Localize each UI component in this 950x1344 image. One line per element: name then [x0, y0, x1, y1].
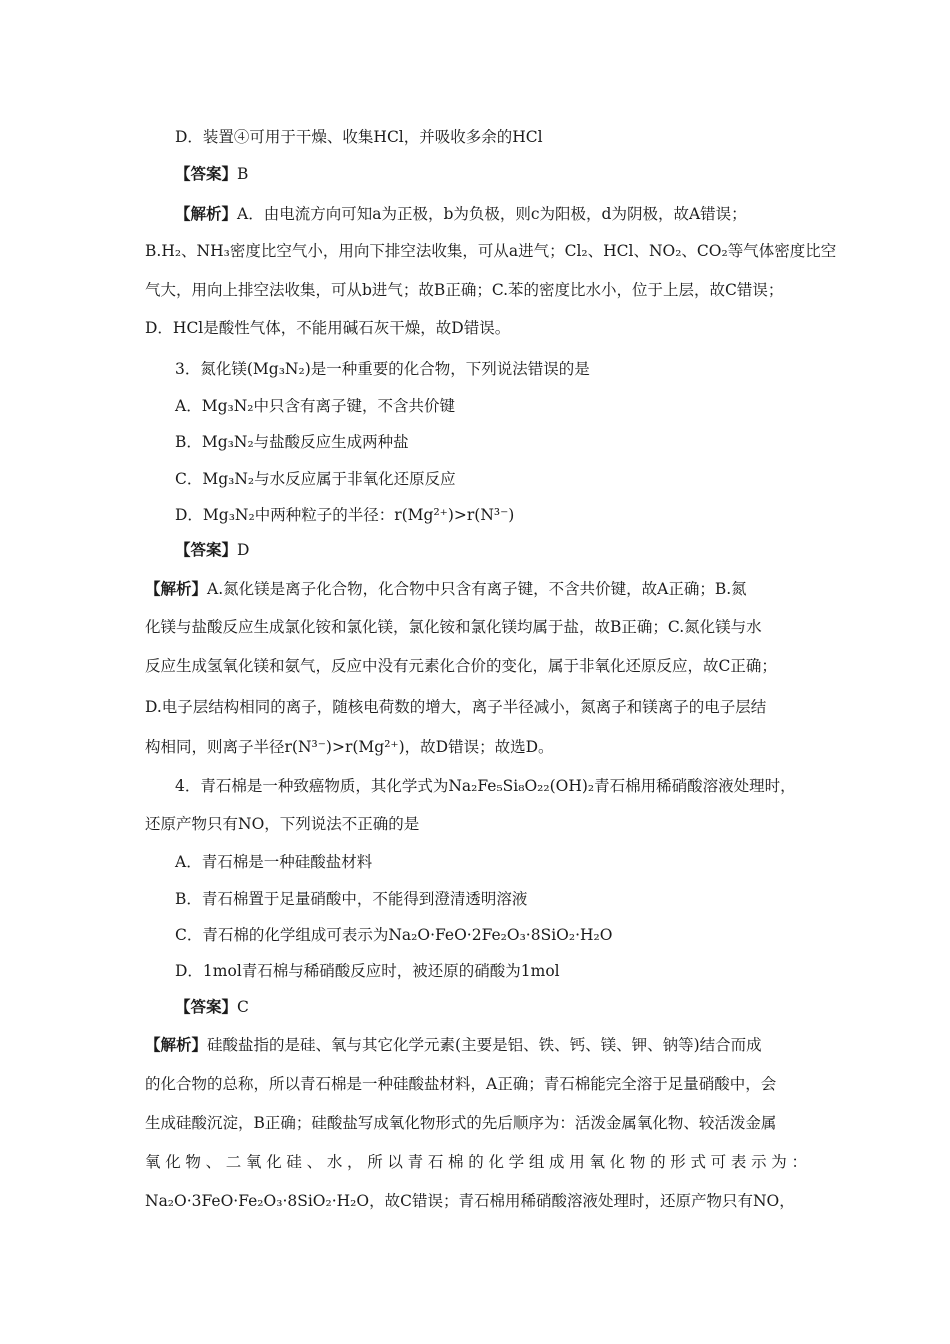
- q4-analysis-line-2: 的化合物的总称，所以青石棉是一种硅酸盐材料，A正确；青石棉能完全溶于足量硝酸中，会: [145, 1075, 777, 1093]
- q3-stem: 3．氮化镁(Mg₃N₂)是一种重要的化合物，下列说法错误的是: [175, 360, 590, 378]
- q3-answer: [175, 540, 249, 560]
- q3-analysis-line-3: 反应生成氢氧化镁和氨气，反应中没有元素化合价的变化，属于非氧化还原反应，故C正确；: [145, 657, 777, 675]
- answer-value: D: [237, 541, 250, 559]
- q2-analysis-line-2: B.H₂、NH₃密度比空气小，用向下排空法收集，可从a进气；Cl₂、HCl、NO₂、CO₂等气体密度比空: [145, 242, 837, 260]
- q3-analysis-line-5: 构相同，则离子半径r(N³⁻)>r(Mg²⁺)，故D错误；故选D。: [145, 738, 554, 756]
- q3-option-d: D．Mg₃N₂中两种粒子的半径：r(Mg²⁺)>r(N³⁻): [175, 506, 515, 524]
- q4-option-a: A．青石棉是一种硅酸盐材料: [175, 853, 373, 871]
- q2-analysis-line-4: D．HCl是酸性气体，不能用碱石灰干燥，故D错误。: [145, 319, 511, 337]
- analysis-label: 【解析】: [145, 1035, 208, 1054]
- q4-option-c: C．青石棉的化学组成可表示为Na₂O·FeO·2Fe₂O₃·8SiO₂·H₂O: [175, 926, 613, 944]
- answer-label: 【答案】: [175, 997, 238, 1016]
- q3-analysis-line-1: 【解析】A.氮化镁是离子化合物，化合物中只含有离子键，不含共价键，故A正确；B.氮: [145, 579, 747, 598]
- q3-option-a: A．Mg₃N₂中只含有离子键，不含共价键: [175, 397, 455, 415]
- q3-analysis-line-4: D.电子层结构相同的离子，随核电荷数的增大，离子半径减小，氮离子和镁离子的电子层结: [145, 698, 767, 716]
- q3-analysis-line-2: 化镁与盐酸反应生成氯化铵和氯化镁，氯化铵和氯化镁均属于盐，故B正确；C.氮化镁与水: [145, 618, 762, 636]
- analysis-label: 【解析】: [175, 204, 238, 223]
- q4-analysis-line-5: Na₂O·3FeO·Fe₂O₃·8SiO₂·H₂O，故C错误；青石棉用稀硝酸溶液处理时，还原产物只有NO，: [145, 1192, 795, 1210]
- analysis-label: 【解析】: [145, 579, 208, 598]
- q4-answer: [175, 997, 249, 1017]
- q4-analysis-line-1: 【解析】硅酸盐指的是硅、氧与其它化学元素(主要是铝、铁、钙、镁、钾、钠等)结合而成: [145, 1035, 762, 1054]
- q3-option-b: B．Mg₃N₂与盐酸反应生成两种盐: [175, 433, 409, 451]
- q2-answer: [175, 164, 248, 184]
- q4-stem-line-1: 4．青石棉是一种致癌物质，其化学式为Na₂Fe₅Si₈O₂₂(OH)₂青石棉用稀硝酸溶液处理时，: [175, 777, 796, 795]
- q2-analysis-line-1: 【解析】A．由电流方向可知a为正极，b为负极，则c为阳极，d为阴极，故A错误；: [175, 204, 747, 223]
- q4-analysis-line-4: 氧化物、二氧化硅、水，所以青石棉的化学组成用氧化物的形式可表示为：: [145, 1153, 807, 1171]
- answer-value: B: [237, 165, 249, 183]
- q3-option-c: C．Mg₃N₂与水反应属于非氧化还原反应: [175, 470, 456, 488]
- q4-analysis-line-3: 生成硅酸沉淀，B正确；硅酸盐写成氧化物形式的先后顺序为：活泼金属氧化物、较活泼金属: [145, 1114, 777, 1132]
- q4-option-d: D．1mol青石棉与稀硝酸反应时，被还原的硝酸为1mol: [175, 962, 560, 980]
- q4-stem-line-2: 还原产物只有NO，下列说法不正确的是: [145, 815, 420, 833]
- answer-value: C: [237, 998, 249, 1016]
- answer-label: 【答案】: [175, 164, 238, 183]
- answer-label: 【答案】: [175, 540, 238, 559]
- q4-option-b: B．青石棉置于足量硝酸中，不能得到澄清透明溶液: [175, 890, 528, 908]
- q2-option-d: D．装置④可用于干燥、收集HCl，并吸收多余的HCl: [175, 128, 543, 146]
- q2-analysis-line-3: 气大，用向上排空法收集，可从b进气；故B正确；C.苯的密度比水小，位于上层，故C错误；: [145, 281, 784, 299]
